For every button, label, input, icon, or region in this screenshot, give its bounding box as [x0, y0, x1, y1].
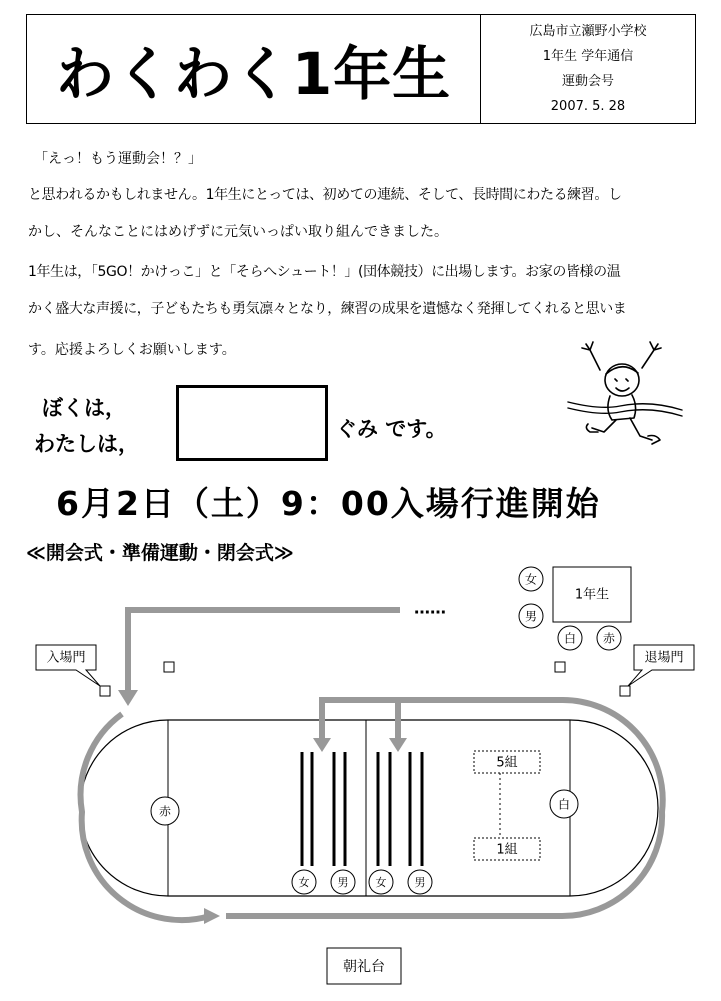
intro-line-6: す。応援よろしくお願いします。: [28, 342, 236, 358]
marker-squares: [100, 662, 630, 696]
continuation-dots: ……: [414, 598, 446, 618]
legend-red: 赤: [602, 631, 616, 646]
student-rows: [302, 752, 422, 866]
entrance-label: 入場門: [46, 650, 86, 666]
school-name: 広島市立瀬野小学校: [529, 24, 647, 39]
boy-label-2: 男: [414, 876, 426, 889]
girl-label-1: 女: [298, 876, 310, 889]
route-arrow-right: [204, 908, 220, 924]
grade-label: 1年生: [574, 587, 610, 603]
watashi-label: わたしは，: [34, 432, 139, 456]
legend-boy: 男: [524, 609, 538, 624]
boy-label-1: 男: [337, 876, 349, 889]
newsletter-title: わくわく1年生: [55, 40, 452, 108]
girl-label-2: 女: [375, 876, 387, 889]
ceremony-heading: ≪開会式・準備運動・閉会式≫: [26, 542, 294, 564]
intro-line-4: 1年生は，「5GO！かけっこ」と「そらへシュート！」(団体競技）に出場します。お家の皆様の温: [28, 264, 621, 280]
class5-label: 5組: [496, 755, 518, 771]
intro-line-3: かし、そんなことにはめげずに元気いっぱい取り組んできました。: [28, 224, 448, 240]
class1-label: 1組: [496, 842, 518, 858]
exit-label: 退場門: [644, 650, 684, 666]
route-arrow-boys: [389, 738, 407, 752]
red-team-label: 赤: [158, 804, 172, 819]
white-team-label: 白: [557, 797, 571, 812]
newsletter-name: 1年生 学年通信: [542, 49, 634, 64]
legend-girl: 女: [524, 572, 538, 587]
issue-name: 運動会号: [561, 74, 614, 89]
route-arrow-down: [118, 690, 138, 706]
intro-line-2: と思われるかもしれません。1年生にとっては、初めての連続、そして、長時間にわたる練習。し: [28, 187, 622, 203]
issue-date: 2007. 5. 28: [550, 99, 626, 114]
route-arrow-girls: [313, 738, 331, 752]
legend-white: 白: [563, 631, 577, 646]
march-start-headline: 6月2日（土）9：00入場行進開始: [56, 484, 601, 523]
podium-label: 朝礼台: [343, 959, 385, 975]
intro-line-5: かく盛大な声援に，子どもたちも勇気凛々となり，練習の成果を遺憾なく発揮してくれると思いま: [28, 301, 627, 317]
intro-line-1: 「えっ！もう運動会！？」: [34, 151, 202, 167]
class-suffix: ぐみ です。: [336, 417, 447, 441]
boku-label: ぼくは，: [42, 396, 126, 420]
